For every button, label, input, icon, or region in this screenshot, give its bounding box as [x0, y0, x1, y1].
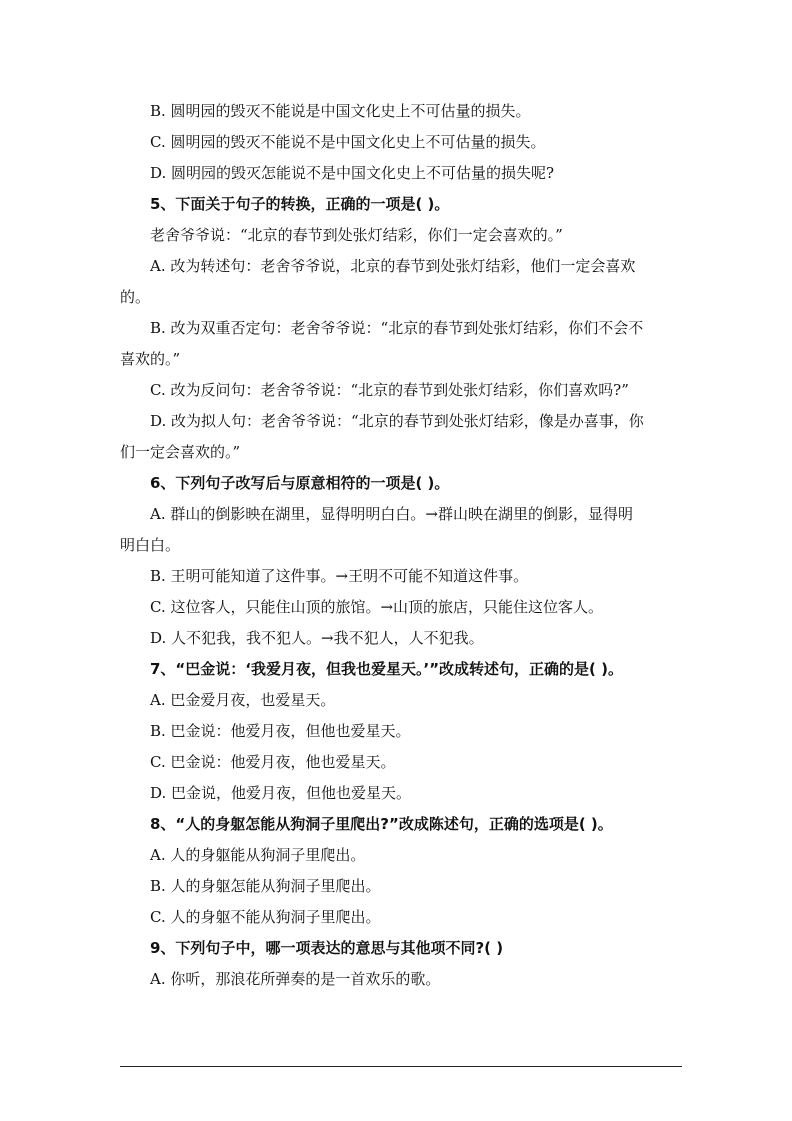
answer-option: 喜欢的。” — [120, 350, 181, 368]
answer-option: 的。 — [120, 288, 151, 306]
answer-option: D. 巴金说，他爱月夜，但他也爱星天。 — [150, 784, 412, 802]
answer-option: B. 人的身躯怎能从狗洞子里爬出。 — [150, 877, 381, 895]
answer-option: C. 圆明园的毁灭不能说不是中国文化史上不可估量的损失。 — [150, 133, 546, 151]
answer-option: B. 改为双重否定句：老舍爷爷说：“北京的春节到处张灯结彩，你们不会不 — [150, 319, 644, 337]
answer-option: B. 巴金说：他爱月夜，但他也爱星天。 — [150, 722, 411, 740]
answer-option: C. 改为反问句：老舍爷爷说：“北京的春节到处张灯结彩，你们喜欢吗?” — [150, 381, 629, 399]
answer-option: C. 这位客人，只能住山顶的旅馆。→山顶的旅店，只能住这位客人。 — [150, 598, 604, 616]
question-stem: 9、下列句子中，哪一项表达的意思与其他项不同?( ) — [150, 939, 504, 957]
answer-option: 明白白。 — [120, 536, 181, 554]
answer-option: B. 圆明园的毁灭不能说是中国文化史上不可估量的损失。 — [150, 102, 531, 120]
answer-option: C. 巴金说：他爱月夜，他也爱星天。 — [150, 753, 396, 771]
answer-option: A. 你听，那浪花所弹奏的是一首欢乐的歌。 — [150, 970, 441, 988]
footer-rule — [120, 1066, 682, 1067]
answer-option: A. 人的身躯能从狗洞子里爬出。 — [150, 846, 366, 864]
answer-option: 们一定会喜欢的。” — [120, 443, 241, 461]
document-body — [120, 96, 682, 995]
question-stem: 6、下列句子改写后与原意相符的一项是( )。 — [150, 474, 450, 492]
answer-option: B. 王明可能知道了这件事。→王明不可能不知道这件事。 — [150, 567, 529, 585]
answer-option: A. 改为转述句：老舍爷爷说，北京的春节到处张灯结彩，他们一定会喜欢 — [150, 257, 636, 275]
quoted-sentence: 老舍爷爷说：“北京的春节到处张灯结彩，你们一定会喜欢的。” — [150, 226, 563, 244]
question-stem: 8、“人的身躯怎能从狗洞子里爬出?”改成陈述句，正确的选项是( )。 — [150, 815, 613, 833]
answer-option: C. 人的身躯不能从狗洞子里爬出。 — [150, 908, 381, 926]
answer-option: A. 群山的倒影映在湖里，显得明明白白。→群山映在湖里的倒影，显得明 — [150, 505, 633, 523]
question-stem: 5、下面关于句子的转换，正确的一项是( )。 — [150, 195, 450, 213]
answer-option: D. 改为拟人句：老舍爷爷说：“北京的春节到处张灯结彩，像是办喜事，你 — [150, 412, 644, 430]
answer-option: D. 人不犯我，我不犯人。→我不犯人，人不犯我。 — [150, 629, 484, 647]
question-stem: 7、“巴金说：‘我爱月夜，但我也爱星天。’”改成转述句，正确的是( )。 — [150, 660, 623, 678]
answer-option: A. 巴金爱月夜，也爱星天。 — [150, 691, 336, 709]
answer-option: D. 圆明园的毁灭怎能说不是中国文化史上不可估量的损失呢? — [150, 164, 555, 182]
